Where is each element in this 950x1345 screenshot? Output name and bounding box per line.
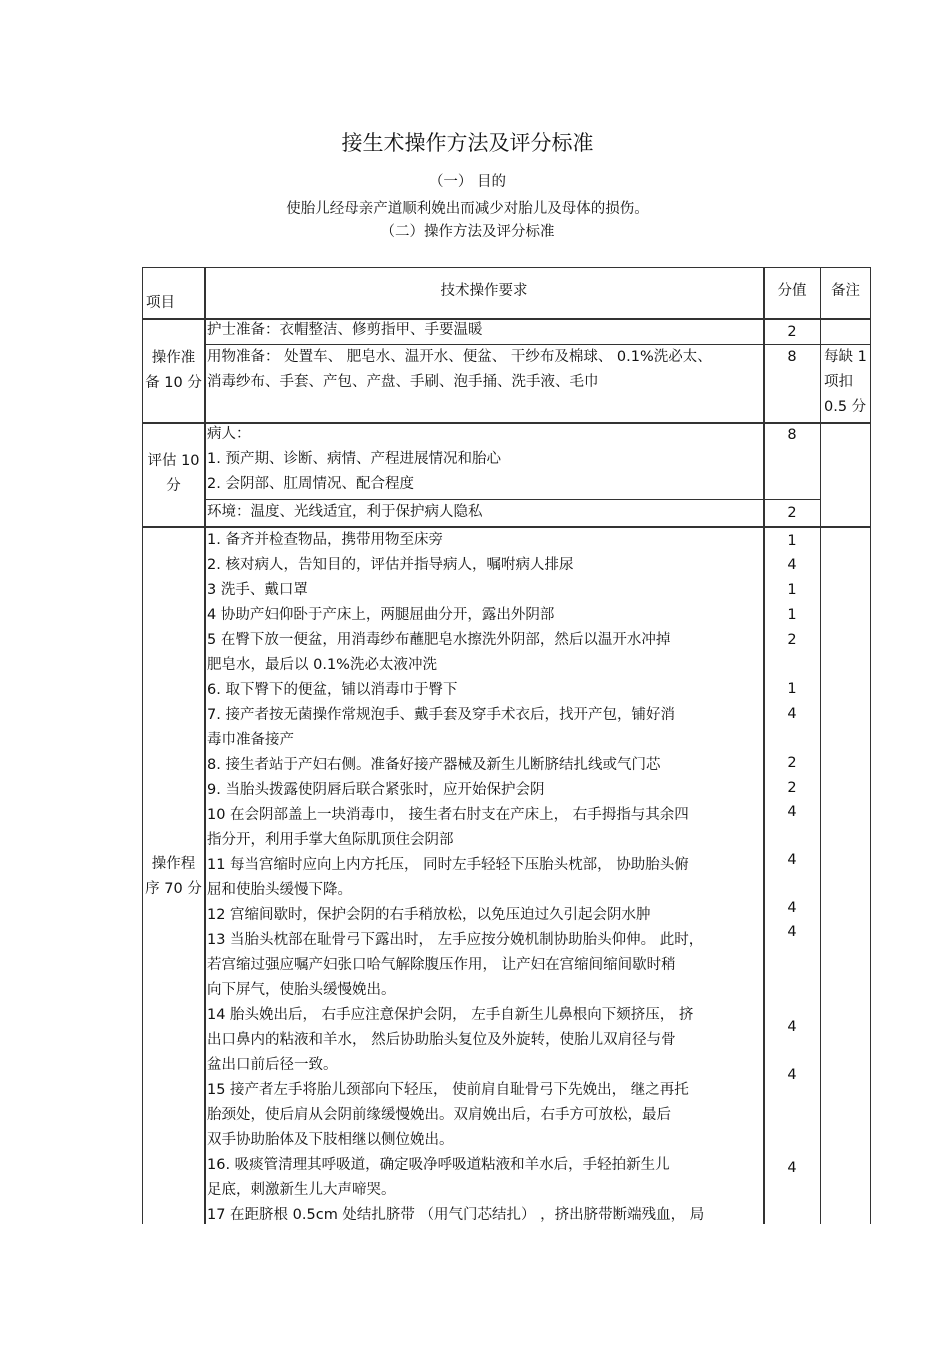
supplies-prep-text: 用物准备： 处置车、 肥皂水、温开水、便盆、 干纱布及棉球、 0.1%洗必太、 消毒纱布、手套、产包、产盘、手刷、泡手捅、洗手液、毛巾 xyxy=(207,349,712,390)
procedure-step-line: 出口鼻内的粘液和羊水， 然后协助胎头复位及外旋转，使胎儿双肩径与骨 xyxy=(207,1032,676,1048)
procedure-step-line: 10 在会阴部盖上一块消毒巾， 接生者右肘支在产床上， 右手拇指与其余四 xyxy=(207,807,689,823)
table-border xyxy=(820,267,821,1224)
procedure-step-line: 8. 接生者站于产妇右侧。准备好接产器械及新生儿断脐结扎线或气门芯 xyxy=(207,757,661,773)
procedure-score: 4 xyxy=(787,804,797,820)
page-title: 接生术操作方法及评分标准 xyxy=(341,131,594,155)
procedure-step-line: 若宫缩过强应嘱产妇张口哈气解除腹压作用， 让产妇在宫缩间缩间歇时稍 xyxy=(207,957,676,973)
supplies-prep-score: 8 xyxy=(787,349,797,365)
table-border xyxy=(763,267,765,1224)
procedure-score: 2 xyxy=(787,632,797,648)
header-requirement: 技术操作要求 xyxy=(440,283,528,299)
procedure-step-line: 12 宫缩间歇时，保护会阴的右手稍放松，以免压迫过久引起会阴水肿 xyxy=(207,907,651,923)
procedure-step-line: 盆出口前后径一致。 xyxy=(207,1057,338,1073)
procedure-step-line: 胎颈处，使后肩从会阴前缘缓慢娩出。双肩娩出后，右手方可放松，最后 xyxy=(207,1107,671,1123)
procedure-step-line: 5 在臀下放一便盆，用消毒纱布蘸肥皂水擦洗外阴部，然后以温开水冲掉 xyxy=(207,632,671,648)
procedure-score: 1 xyxy=(787,582,797,598)
procedure-score: 1 xyxy=(787,681,797,697)
procedure-step-line: 1. 备齐并检查物品，携带用物至床旁 xyxy=(207,532,443,548)
procedure-score: 4 xyxy=(787,557,797,573)
procedure-step-line: 6. 取下臀下的便盆，铺以消毒巾于臀下 xyxy=(207,682,458,698)
procedure-step-line: 足底，刺激新生儿大声啼哭。 xyxy=(207,1182,396,1198)
nurse-prep-score: 2 xyxy=(787,324,797,340)
header-remark: 备注 xyxy=(831,283,860,299)
purpose-text: 使胎儿经母亲产道顺利娩出而减少对胎儿及母体的损伤。 xyxy=(286,201,649,217)
header-item: 项目 xyxy=(146,295,175,311)
env-assess-score: 2 xyxy=(787,505,797,521)
procedure-score: 4 xyxy=(787,706,797,722)
procedure-step-line: 11 每当宫缩时应向上内方托压， 同时左手轻轻下压胎头枕部， 协助胎头俯 xyxy=(207,857,689,873)
procedure-step-line: 双手协助胎体及下肢相继以侧位娩出。 xyxy=(207,1132,454,1148)
procedure-step-line: 4 协助产妇仰卧于产床上，两腿屈曲分开，露出外阴部 xyxy=(207,607,555,623)
procedure-score: 4 xyxy=(787,1019,797,1035)
patient-assess-text: 病人： 1. 预产期、诊断、病情、产程进展情况和胎心 2. 会阴部、肛周情况、配合程度 xyxy=(207,426,501,492)
procedure-step-line: 指分开，利用手掌大鱼际肌顶住会阴部 xyxy=(207,832,454,848)
env-assess-text: 环境：温度、光线适宜，利于保护病人隐私 xyxy=(207,504,483,520)
procedure-step-line: 17 在距脐根 0.5cm 处结扎脐带 （用气门芯结扎） ，挤出脐带断端残血， 局 xyxy=(207,1207,705,1223)
procedure-step-line: 2. 核对病人，告知目的，评估并指导病人，嘱咐病人排尿 xyxy=(207,557,574,573)
procedure-step-line: 向下屏气，使胎头缓慢娩出。 xyxy=(207,982,396,998)
table-border xyxy=(142,267,143,1224)
procedure-step-line: 16. 吸痰管清理其呼吸道，确定吸净呼吸道粘液和羊水后，手轻拍新生儿 xyxy=(207,1157,670,1173)
procedure-score: 2 xyxy=(787,755,797,771)
procedure-score: 1 xyxy=(787,607,797,623)
procedure-step-line: 3 洗手、戴口罩 xyxy=(207,582,308,598)
procedure-score: 4 xyxy=(787,852,797,868)
procedure-label: 操作程 序 70 分 xyxy=(145,856,202,897)
procedure-step-line: 14 胎头娩出后， 右手应注意保护会阴， 左手自新生儿鼻根向下颏挤压， 挤 xyxy=(207,1007,694,1023)
table-border xyxy=(870,267,871,1224)
procedure-score: 4 xyxy=(787,1067,797,1083)
procedure-step-line: 毒巾准备接产 xyxy=(207,732,294,748)
table-border xyxy=(142,267,871,268)
procedure-step-line: 15 接产者左手将胎儿颈部向下轻压， 使前肩自耻骨弓下先娩出， 继之再托 xyxy=(207,1082,689,1098)
procedure-step-line: 屈和使胎头缓慢下降。 xyxy=(207,882,352,898)
prep-label: 操作准 备 10 分 xyxy=(145,350,202,391)
procedure-step-line: 肥皂水，最后以 0.1%洗必太液冲洗 xyxy=(207,657,437,673)
procedure-score: 2 xyxy=(787,780,797,796)
header-score: 分值 xyxy=(777,283,807,299)
procedure-score: 1 xyxy=(787,533,797,549)
section2-heading: （二）操作方法及评分标准 xyxy=(380,224,555,240)
procedure-step-line: 7. 接产者按无菌操作常规泡手、戴手套及穿手术衣后，找开产包，铺好消 xyxy=(207,707,675,723)
table-border xyxy=(204,267,206,1224)
patient-assess-score: 8 xyxy=(787,427,797,443)
assess-label: 评估 10 分 xyxy=(147,453,200,494)
procedure-score: 4 xyxy=(787,924,797,940)
procedure-score: 4 xyxy=(787,1160,797,1176)
nurse-prep-text: 护士准备：衣帽整洁、修剪指甲、手要温暖 xyxy=(207,322,483,338)
procedure-step-line: 9. 当胎头拨露使阴唇后联合紧张时，应开始保护会阴 xyxy=(207,782,545,798)
prep-remark: 每缺 1 项扣 0.5 分 xyxy=(824,349,867,415)
section1-heading: （一） 目的 xyxy=(428,174,507,190)
procedure-step-line: 13 当胎头枕部在耻骨弓下露出时， 左手应按分娩机制协助胎头仰伸。 此时， xyxy=(207,932,704,948)
procedure-score: 4 xyxy=(787,900,797,916)
